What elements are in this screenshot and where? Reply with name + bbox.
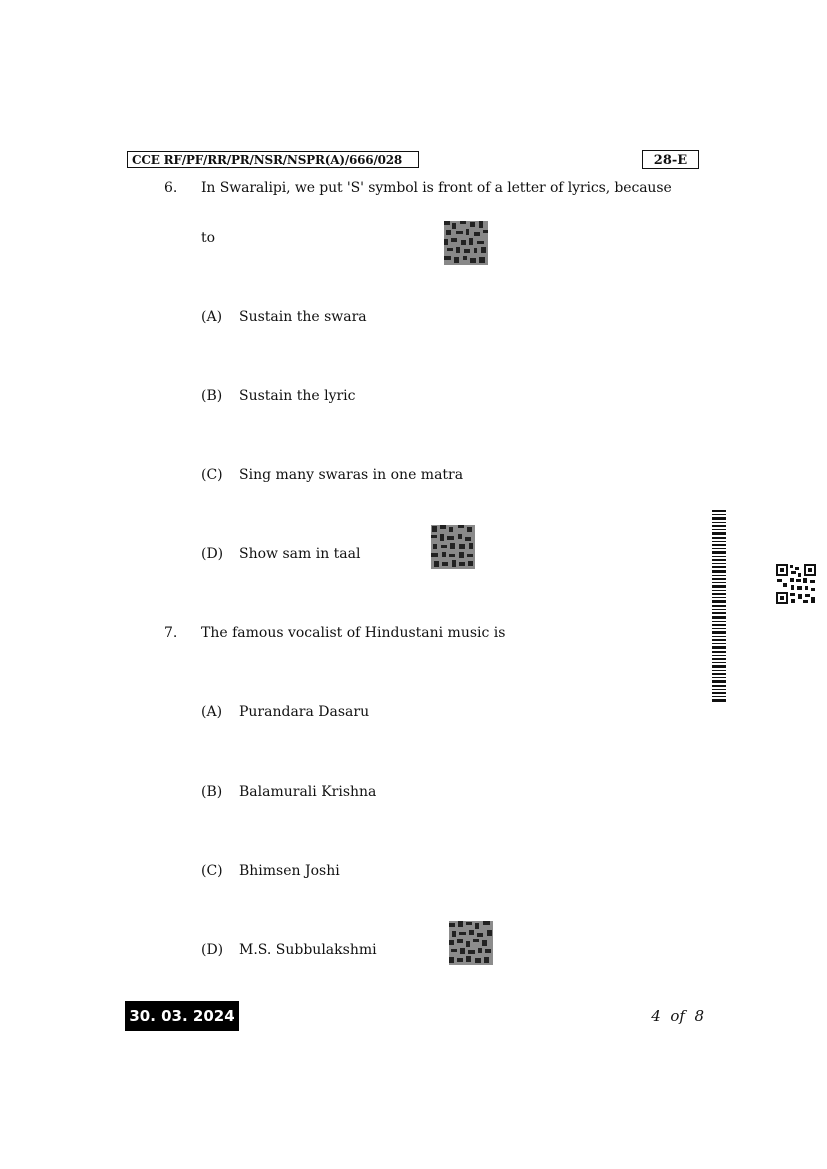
option-label: (A)	[201, 704, 223, 720]
option-text: M.S. Subbulakshmi	[239, 942, 377, 958]
option-label: (A)	[201, 309, 223, 325]
question-text: The famous vocalist of Hindustani music is	[201, 625, 506, 641]
qr-code-icon	[444, 221, 488, 265]
option-text: Balamurali Krishna	[239, 784, 377, 800]
option-label: (B)	[201, 784, 223, 800]
question-text: In Swaralipi, we put 'S' symbol is front of a letter of lyrics, because	[201, 180, 672, 196]
page-number: 4 of 8	[651, 1007, 704, 1025]
qr-code-icon	[431, 525, 475, 569]
option-label: (C)	[201, 863, 223, 879]
question-number: 6.	[164, 180, 178, 196]
paper-code-box: 28-E	[642, 150, 699, 169]
option-label: (D)	[201, 942, 224, 958]
option-label: (C)	[201, 467, 223, 483]
exam-date-badge: 30. 03. 2024	[125, 1001, 239, 1031]
qr-code-icon	[449, 921, 493, 965]
option-label: (D)	[201, 546, 224, 562]
question-number: 7.	[164, 625, 178, 641]
option-text: Sustain the lyric	[239, 388, 356, 404]
option-label: (B)	[201, 388, 223, 404]
exam-code-box: CCE RF/PF/RR/PR/NSR/NSPR(A)/666/028	[127, 151, 419, 168]
option-text: Show sam in taal	[239, 546, 361, 562]
option-text: Sing many swaras in one matra	[239, 467, 464, 483]
qr-code-icon	[776, 564, 816, 604]
barcode-icon	[712, 510, 726, 702]
option-text: Sustain the swara	[239, 309, 367, 325]
option-text: Purandara Dasaru	[239, 704, 370, 720]
option-text: Bhimsen Joshi	[239, 863, 340, 879]
question-text-continued: to	[201, 230, 216, 246]
